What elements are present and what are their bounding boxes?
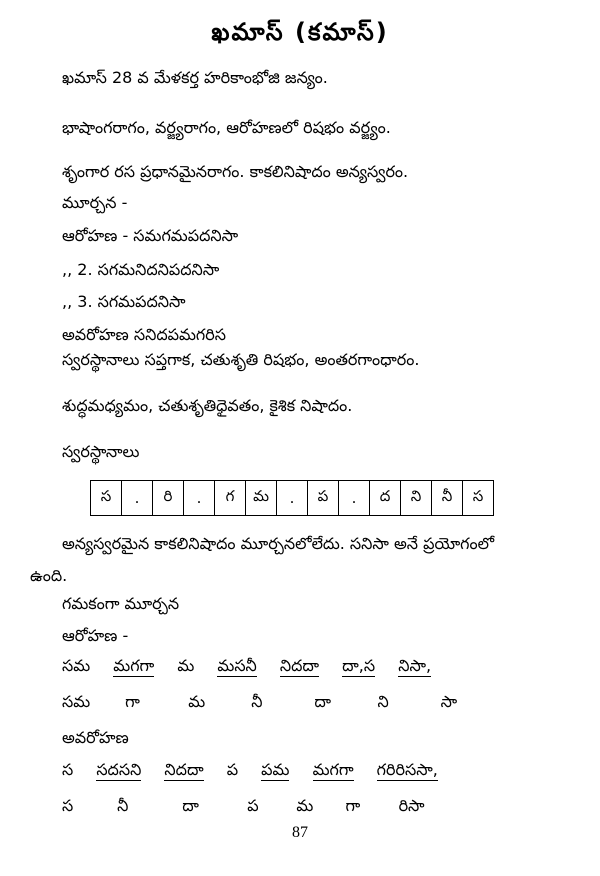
text-line: అవరోహణ సనిదపమగరిస bbox=[62, 325, 226, 344]
section-heading: గమకంగా మూర్చన bbox=[62, 594, 180, 613]
swara: గా bbox=[125, 692, 140, 711]
table-cell: మ bbox=[246, 481, 277, 516]
table-cell: . bbox=[277, 481, 308, 516]
swara: మ bbox=[188, 692, 206, 711]
swara-phrase: సమ bbox=[62, 656, 91, 675]
table-cell: . bbox=[184, 481, 215, 516]
text-line: భాషాంగరాగం, వర్జ్యరాగం, ఆరోహణలో రిషభం వర్జ్యం. bbox=[62, 118, 391, 137]
page-title: ఖమాస్ (కమాస్) bbox=[211, 18, 389, 46]
table-cell: . bbox=[339, 481, 370, 516]
swara-phrase: మ bbox=[177, 656, 195, 675]
swara: స bbox=[62, 796, 74, 815]
plain-arohana-line bbox=[62, 692, 457, 715]
swara-phrase: పమ bbox=[261, 760, 290, 779]
text-line: మూర్చన - bbox=[62, 193, 128, 212]
swara-phrase: దా,స bbox=[342, 656, 376, 675]
table-cell: ద bbox=[370, 481, 401, 516]
swara: ప bbox=[247, 796, 259, 815]
table-cell: నీ bbox=[432, 481, 463, 516]
text-line: ఆరోహణ - bbox=[62, 626, 129, 645]
table-cell: రి bbox=[153, 481, 184, 516]
swara: సమ bbox=[62, 692, 91, 711]
swara: సా bbox=[440, 692, 458, 711]
swara-phrase: మసనీ bbox=[217, 656, 257, 675]
swara-phrase: స bbox=[62, 760, 74, 779]
table-cell: స bbox=[91, 481, 122, 516]
table-cell: ప bbox=[308, 481, 339, 516]
swara: ని bbox=[377, 692, 389, 711]
swara: దా bbox=[182, 796, 199, 815]
table-cell: . bbox=[122, 481, 153, 516]
swara-phrase: సదసని bbox=[96, 760, 142, 779]
swara: మ bbox=[296, 796, 314, 815]
section-heading: అవరోహణ bbox=[62, 728, 129, 747]
swara-phrase: మగగా bbox=[312, 760, 354, 779]
swara: గా bbox=[345, 796, 361, 815]
text-line: ,, 3. సగమపదనిసా bbox=[62, 292, 186, 311]
swara-phrase: మగగా bbox=[113, 656, 155, 675]
text-line: శృంగార రస ప్రధానమైనరాగం. కాకలినిషాదం అన్యస్వరం. bbox=[62, 162, 409, 181]
text-line: ఉంది. bbox=[30, 566, 68, 585]
text-line: శుద్ధమధ్యమం, చతుశృతిధైవతం, కైశిక నిషాదం. bbox=[62, 396, 353, 415]
swara-phrase: ప bbox=[226, 760, 239, 779]
swara-table bbox=[90, 480, 494, 516]
page-number: 87 bbox=[292, 824, 308, 841]
swara-phrase: నిసా, bbox=[398, 656, 432, 675]
text-line: ,, 2. సగమనిదనిపదనిసా bbox=[62, 260, 220, 279]
gamaka-avarohana-line bbox=[62, 760, 438, 783]
swara-phrase: గరిరిససా, bbox=[376, 760, 438, 779]
gamaka-arohana-line bbox=[62, 656, 431, 679]
swara-phrase: నిదదా bbox=[164, 760, 204, 779]
section-heading: స్వరస్థానాలు bbox=[62, 442, 140, 461]
swara: రిసా bbox=[398, 796, 425, 815]
text-line: అన్యస్వరమైన కాకలినిషాదం మూర్చనలోలేదు. సనిసా అనే ప్రయోగంలో bbox=[62, 534, 495, 553]
table-row bbox=[91, 481, 494, 516]
table-cell: స bbox=[463, 481, 494, 516]
plain-avarohana-line bbox=[62, 796, 425, 819]
swara: నీ bbox=[117, 796, 129, 815]
text-line: ఆరోహణ - సమగమపదనిసా bbox=[62, 226, 239, 245]
table-cell: ని bbox=[401, 481, 432, 516]
swara-phrase: నిదదా bbox=[279, 656, 320, 675]
swara: దా bbox=[314, 692, 332, 711]
text-line: స్వరస్థానాలు సప్తగాక, చతుశృతి రిషభం, అంతరగాంధారం. bbox=[62, 350, 420, 369]
swara: నీ bbox=[251, 692, 263, 711]
text-line: ఖమాస్ 28 వ మేళకర్త హరికాంభోజి జన్యం. bbox=[62, 68, 328, 87]
table-cell: గ bbox=[215, 481, 246, 516]
